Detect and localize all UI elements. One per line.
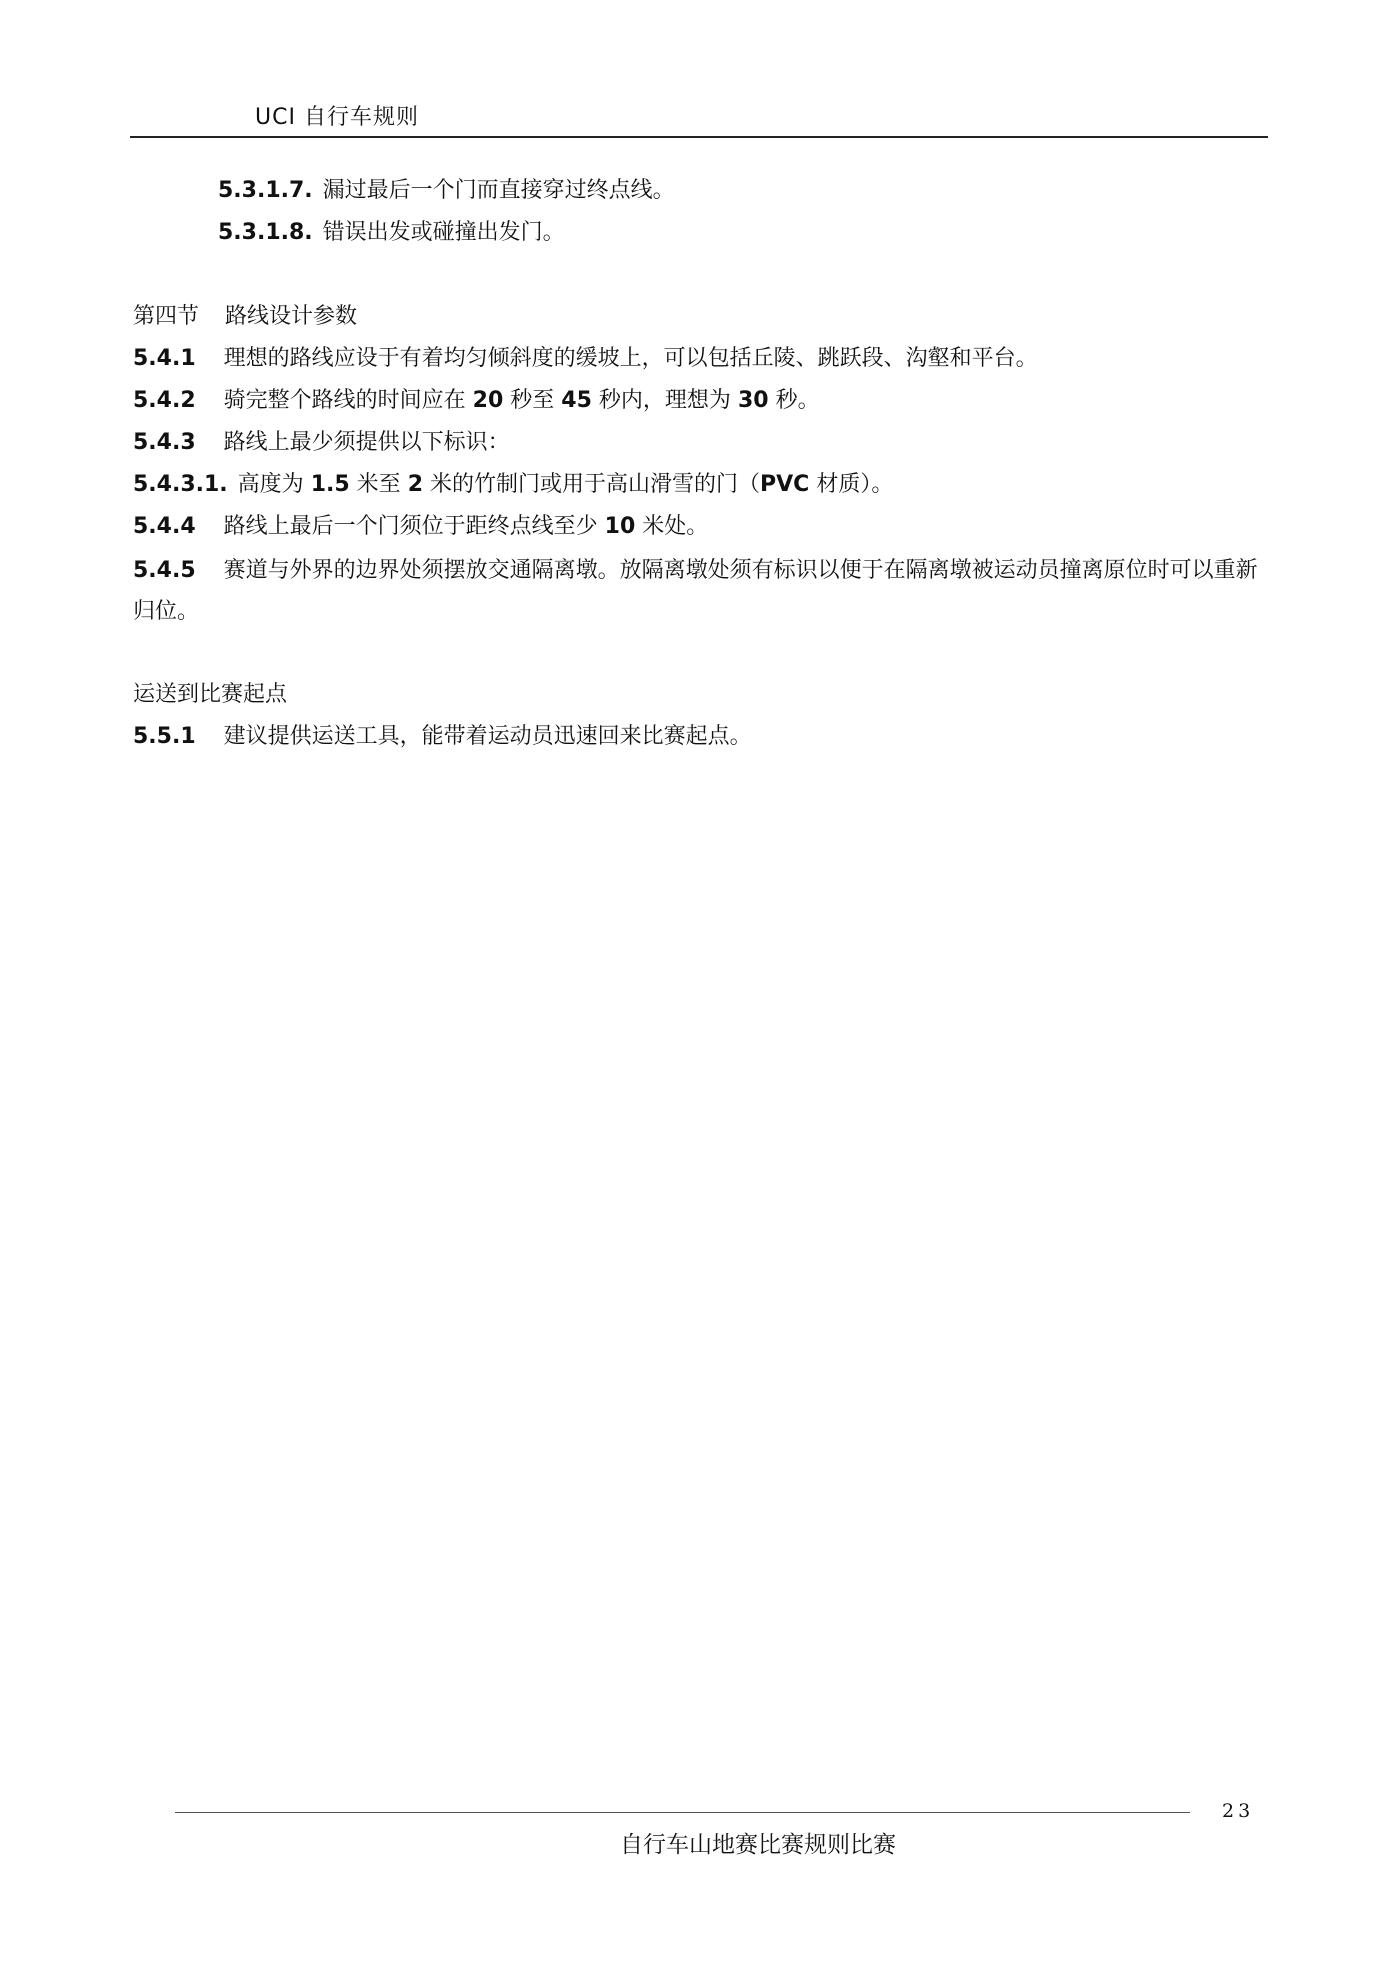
rule-5-4-3-1 xyxy=(133,470,893,500)
value-45: 45 xyxy=(561,388,592,413)
rule-5-5-1 xyxy=(133,722,752,752)
rule-5-3-1-7 xyxy=(218,176,675,206)
rule-5-4-2 xyxy=(133,386,820,416)
rule-number: 5.4.3.1. xyxy=(133,472,228,497)
rule-text: 理想的路线应设于有着均匀倾斜度的缓坡上，可以包括丘陵、跳跃段、沟壑和平台。 xyxy=(223,346,1038,371)
header-title: UCI 自行车规则 xyxy=(255,105,419,130)
section-title: 路线设计参数 xyxy=(225,304,358,329)
value-20: 20 xyxy=(472,388,504,413)
rule-text-part: 材质）。 xyxy=(816,472,894,497)
value-1-5: 1.5 xyxy=(310,472,350,497)
rule-5-4-3 xyxy=(133,428,510,458)
rule-number: 5.4.4 xyxy=(133,514,196,539)
footer-title: 自行车山地赛比赛规则比赛 xyxy=(620,1832,896,1858)
value-2: 2 xyxy=(407,472,423,497)
rule-text: 漏过最后一个门而直接穿过终点线。 xyxy=(322,178,675,203)
section-heading-4 xyxy=(133,302,357,332)
rule-text-part: 高度为 xyxy=(237,472,304,497)
rule-5-4-5 xyxy=(133,550,1268,632)
page-header xyxy=(130,98,1268,138)
value-10: 10 xyxy=(604,514,636,539)
rule-text-part: 秒内，理想为 xyxy=(598,388,731,413)
rule-number: 5.4.5 xyxy=(133,558,196,583)
rule-text-part: 路线上最后一个门须位于距终点线至少 xyxy=(223,514,598,539)
rule-5-4-4 xyxy=(133,512,708,542)
rule-number: 5.3.1.8. xyxy=(218,220,313,245)
rule-text-part: 骑完整个路线的时间应在 xyxy=(223,388,466,413)
rule-text-part: 米至 xyxy=(356,472,401,497)
value-30: 30 xyxy=(737,388,769,413)
rule-text: 路线上最少须提供以下标识： xyxy=(223,430,510,455)
rule-number: 5.3.1.7. xyxy=(218,178,313,203)
rule-number: 5.4.2 xyxy=(133,388,196,413)
rule-text: 建议提供运送工具，能带着运动员迅速回来比赛起点。 xyxy=(223,724,752,749)
section-number: 第四节 xyxy=(133,304,200,329)
rule-text-part: 米的竹制门或用于高山滑雪的门（ xyxy=(430,472,761,497)
rule-number: 5.5.1 xyxy=(133,724,196,749)
rule-text-part: 秒至 xyxy=(510,388,555,413)
rule-text: 错误出发或碰撞出发门。 xyxy=(322,220,565,245)
section-heading-5 xyxy=(133,680,287,710)
footer-divider xyxy=(175,1812,1190,1813)
rule-5-4-1 xyxy=(133,344,1038,374)
page-number: 23 xyxy=(1222,1800,1255,1822)
rule-5-3-1-8 xyxy=(218,218,565,248)
rule-number: 5.4.1 xyxy=(133,346,196,371)
value-pvc: PVC xyxy=(760,472,810,497)
section-title: 运送到比赛起点 xyxy=(133,682,288,707)
rule-text-part: 米处。 xyxy=(642,514,709,539)
rule-text: 赛道与外界的边界处须摆放交通隔离墩。放隔离墩处须有标识以便于在隔离墩被运动员撞离原位时可以重新归位。 xyxy=(133,558,1258,624)
rule-number: 5.4.3 xyxy=(133,430,196,455)
rule-text-part: 秒。 xyxy=(775,388,820,413)
